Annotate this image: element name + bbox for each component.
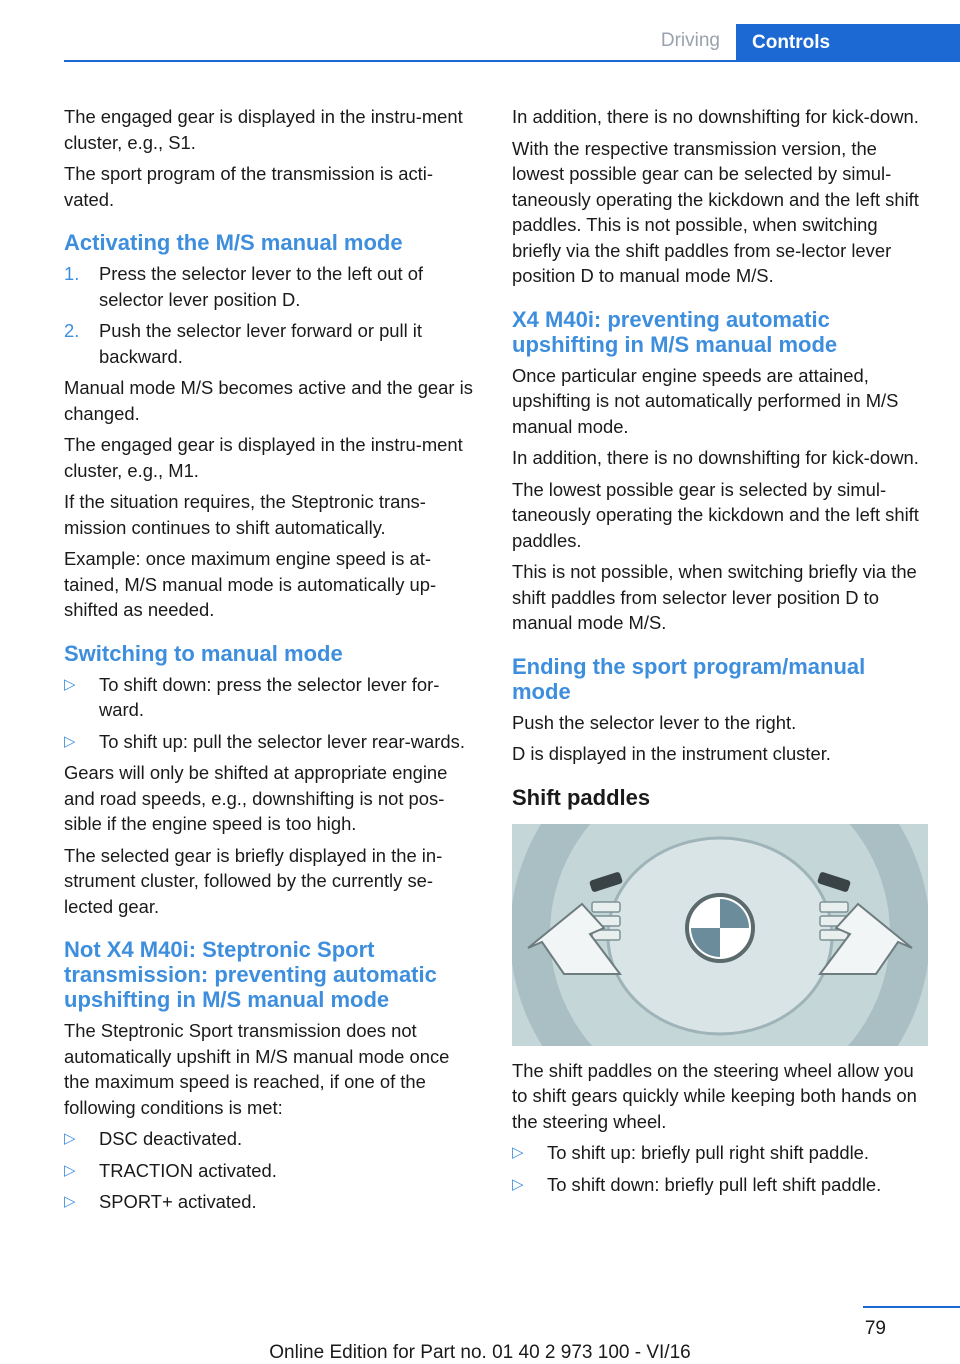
- paragraph: The Steptronic Sport transmission does not automatically upshift in M/S manual mode once the maximum speed is reached, if one of the following conditions is met:: [64, 1020, 450, 1118]
- steering-wheel-illustration: [512, 824, 928, 1046]
- list-item: [64, 672, 478, 723]
- triangle-bullet-icon: ▷: [64, 1130, 76, 1147]
- paragraph: The lowest possible gear is selected by simul‐taneously operating the kickdown and the left shift paddles.: [512, 478, 919, 551]
- triangle-bullet-icon: ▷: [512, 1175, 524, 1193]
- paragraph: Once particular engine speeds are attained, upshifting is not automatically performed in M/S manual mode.: [512, 364, 899, 437]
- triangle-bullet-icon: ▷: [64, 732, 76, 750]
- heading-activating-manual-mode: Activating the M/S manual mode: [64, 230, 403, 255]
- paragraph: The engaged gear is displayed in the instru‐ment cluster, e.g., S1.: [64, 106, 463, 153]
- paragraph: The shift paddles on the steering wheel allow you to shift gears quickly while keeping both hands on the steering wheel.: [512, 1059, 917, 1132]
- heading-not-x4-m40i: Not X4 M40i: Steptronic Sport transmission: preventing automatic upshifting in M/S manual mode: [64, 937, 437, 1012]
- heading-ending-sport-program: Ending the sport program/manual mode: [512, 653, 866, 704]
- paragraph: This is not possible, when switching briefly via the shift paddles from selector lever position D to manual mode M/S.: [512, 561, 917, 633]
- heading-switching-manual-mode: Switching to manual mode: [64, 640, 343, 666]
- numbered-steps: [64, 261, 478, 369]
- paragraph: D is displayed in the instrument cluster.: [512, 743, 831, 764]
- heading-shift-paddles: Shift paddles: [512, 784, 651, 810]
- paragraph: With the respective transmission version, the lowest possible gear can be selected by simul‐taneously operating the kickdown and the left shift paddles. This is not possible, when switching briefly via the shift paddles from se‐lector lever position D to manual mode M/S.: [512, 137, 919, 286]
- list-item: [64, 729, 478, 755]
- header-rule: [64, 60, 960, 62]
- heading-x4-m40i: X4 M40i: preventing automatic upshifting in M/S manual mode: [512, 306, 838, 357]
- step-item: [64, 261, 478, 312]
- list-item-text: To shift down: press the selector lever for‐ward.: [99, 673, 440, 720]
- list-item: [512, 1172, 928, 1198]
- step-item: [64, 318, 478, 369]
- paragraph: Gears will only be shifted at appropriate engine and road speeds, e.g., downshifting is not pos‐sible if the engine speed is too high.: [64, 762, 448, 834]
- list-item-text: To shift up: briefly pull right shift paddle.: [547, 1142, 870, 1163]
- triangle-bullet-icon: ▷: [64, 1161, 76, 1179]
- right-column: [512, 104, 928, 1203]
- paragraph: Example: once maximum engine speed is at‐tained, M/S manual mode is automatically up‐shifted as needed.: [64, 548, 437, 620]
- triangle-bullet-icon: ▷: [64, 1193, 76, 1210]
- list-item: [64, 1126, 478, 1152]
- list-item-text: To shift down: briefly pull left shift paddle.: [547, 1173, 882, 1195]
- triangle-bullet-icon: ▷: [512, 1144, 524, 1161]
- list-item-text: TRACTION activated.: [99, 1159, 277, 1181]
- list-item: [64, 1189, 478, 1215]
- bullet-list: [64, 672, 478, 755]
- list-item-text: DSC deactivated.: [99, 1128, 243, 1149]
- paragraph: The engaged gear is displayed in the instru‐ment cluster, e.g., M1.: [64, 434, 463, 481]
- paragraph: In addition, there is no downshifting for kick‐down.: [512, 106, 919, 127]
- step-text: Press the selector lever to the left out of selector lever position D.: [99, 263, 424, 310]
- paragraph: If the situation requires, the Steptronic trans‐mission continues to shift automatically.: [64, 491, 426, 538]
- list-item: [512, 1140, 928, 1166]
- step-number: 1.: [64, 263, 80, 284]
- paragraph: Manual mode M/S becomes active and the gear is changed.: [64, 377, 473, 424]
- paragraph: In addition, there is no downshifting for kick‐down.: [512, 447, 919, 468]
- paragraph: Push the selector lever to the right.: [512, 711, 797, 733]
- footer-edition: Online Edition for Part no. 01 40 2 973 100 - VI/16: [269, 1342, 691, 1363]
- header-chapter-tab: Controls: [736, 24, 960, 62]
- paragraph: The selected gear is briefly displayed in the in‐strument cluster, followed by the currently se‐lected gear.: [64, 844, 443, 917]
- bullet-list: [512, 1140, 928, 1197]
- bullet-list: [64, 1126, 478, 1215]
- step-number: 2.: [64, 320, 80, 341]
- paragraph: The sport program of the transmission is acti‐vated.: [64, 163, 433, 210]
- page-number: 79: [864, 1318, 886, 1339]
- footer-rule: [863, 1306, 960, 1308]
- list-item-text: SPORT+ activated.: [99, 1191, 257, 1212]
- left-column: [64, 104, 478, 1221]
- triangle-bullet-icon: ▷: [64, 675, 76, 693]
- step-text: Push the selector lever forward or pull it backward.: [99, 320, 423, 367]
- list-item: [64, 1158, 478, 1184]
- list-item-text: To shift up: pull the selector lever rear‐wards.: [99, 730, 465, 752]
- header-section-label: Driving: [660, 30, 720, 51]
